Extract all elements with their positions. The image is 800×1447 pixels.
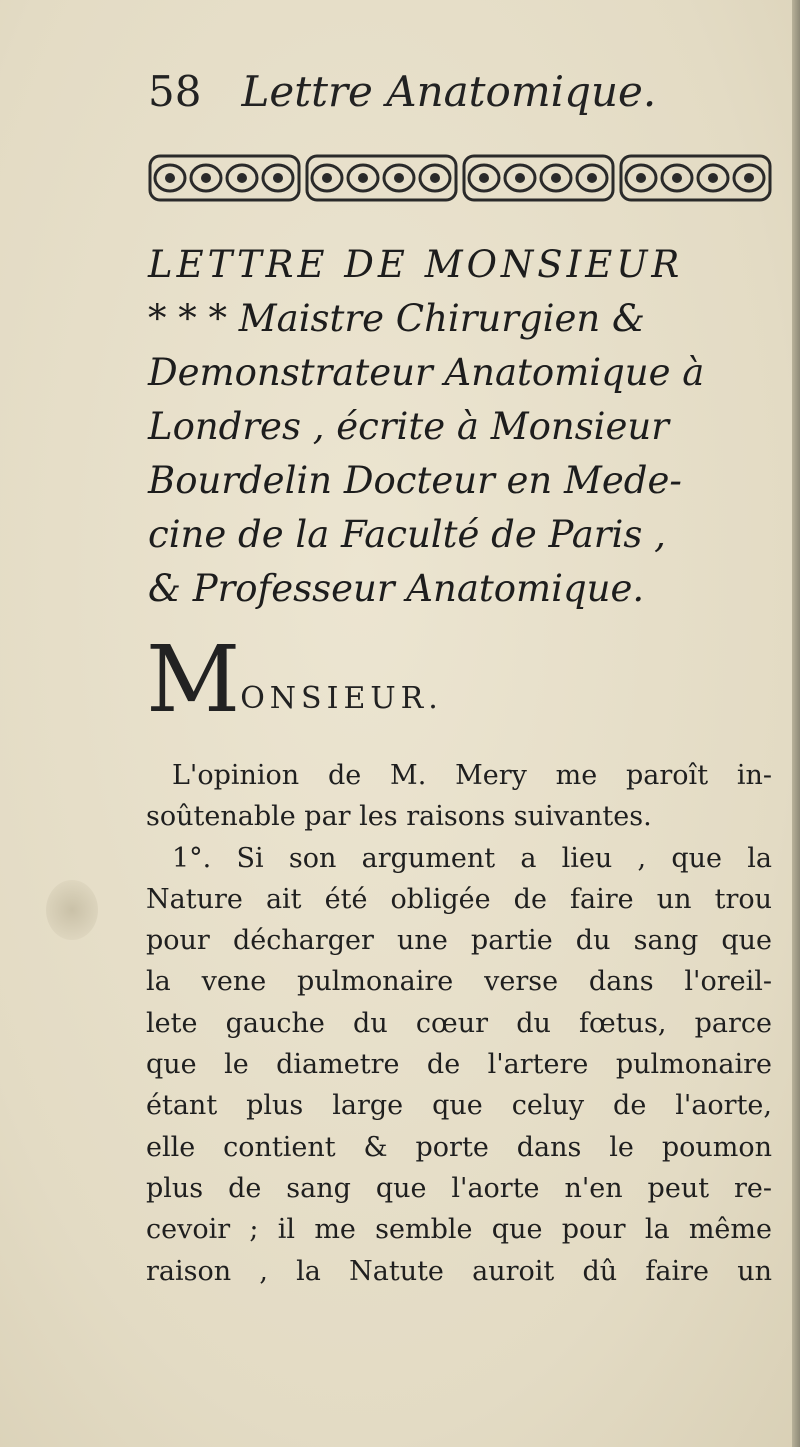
paper-stain bbox=[46, 880, 98, 940]
text-line: lete gauche du cœur du fœtus, parce bbox=[146, 1007, 772, 1039]
ornament-block bbox=[462, 152, 615, 204]
text-line: étant plus large que celuy de l'aorte, bbox=[146, 1090, 772, 1122]
heading-line: cine de la Faculté de Paris , bbox=[148, 513, 666, 556]
drop-capital: M bbox=[146, 626, 239, 733]
text-line: raison , la Natute auroit dû faire un bbox=[146, 1255, 772, 1287]
ornament-block bbox=[305, 152, 458, 204]
heading-line: Londres , écrite à Monsieur bbox=[148, 405, 669, 448]
letter-heading bbox=[148, 238, 768, 616]
decorative-headpiece bbox=[148, 152, 774, 204]
running-title: Lettre Anatomique. bbox=[241, 67, 657, 116]
page-number: 58 bbox=[148, 67, 202, 116]
salutation-rest: ONSIEUR. bbox=[240, 681, 443, 716]
text-line: soûtenable par les raisons suivantes. bbox=[146, 801, 652, 833]
heading-line: Demonstrateur Anatomique à bbox=[148, 351, 705, 394]
text-line: Nature ait été obligée de faire un trou bbox=[146, 883, 772, 915]
text-line: que le diametre de l'artere pulmonaire bbox=[146, 1049, 772, 1081]
text-line: cevoir ; il me semble que pour la même bbox=[146, 1214, 772, 1246]
text-line: elle contient & porte dans le poumon bbox=[146, 1131, 772, 1163]
heading-line: LETTRE DE MONSIEUR bbox=[148, 243, 684, 286]
heading-line: Bourdelin Docteur en Mede- bbox=[148, 459, 682, 502]
text-line: pour décharger une partie du sang que bbox=[146, 925, 772, 957]
text-line: L'opinion de M. Mery me paroît in- bbox=[172, 760, 772, 791]
page-edge bbox=[792, 0, 800, 1447]
text-line: la vene pulmonaire verse dans l'oreil- bbox=[146, 966, 772, 998]
text-line: 1°. Si son argument a lieu , que la bbox=[172, 842, 772, 874]
running-head bbox=[148, 62, 748, 122]
ornament-block bbox=[148, 152, 301, 204]
body-text bbox=[146, 755, 772, 1292]
heading-line: & Professeur Anatomique. bbox=[148, 567, 645, 610]
salutation bbox=[146, 626, 646, 733]
heading-line: * * * Maistre Chirurgien & bbox=[148, 297, 645, 340]
text-line: plus de sang que l'aorte n'en peut re- bbox=[146, 1172, 772, 1204]
ornament-block bbox=[619, 152, 772, 204]
